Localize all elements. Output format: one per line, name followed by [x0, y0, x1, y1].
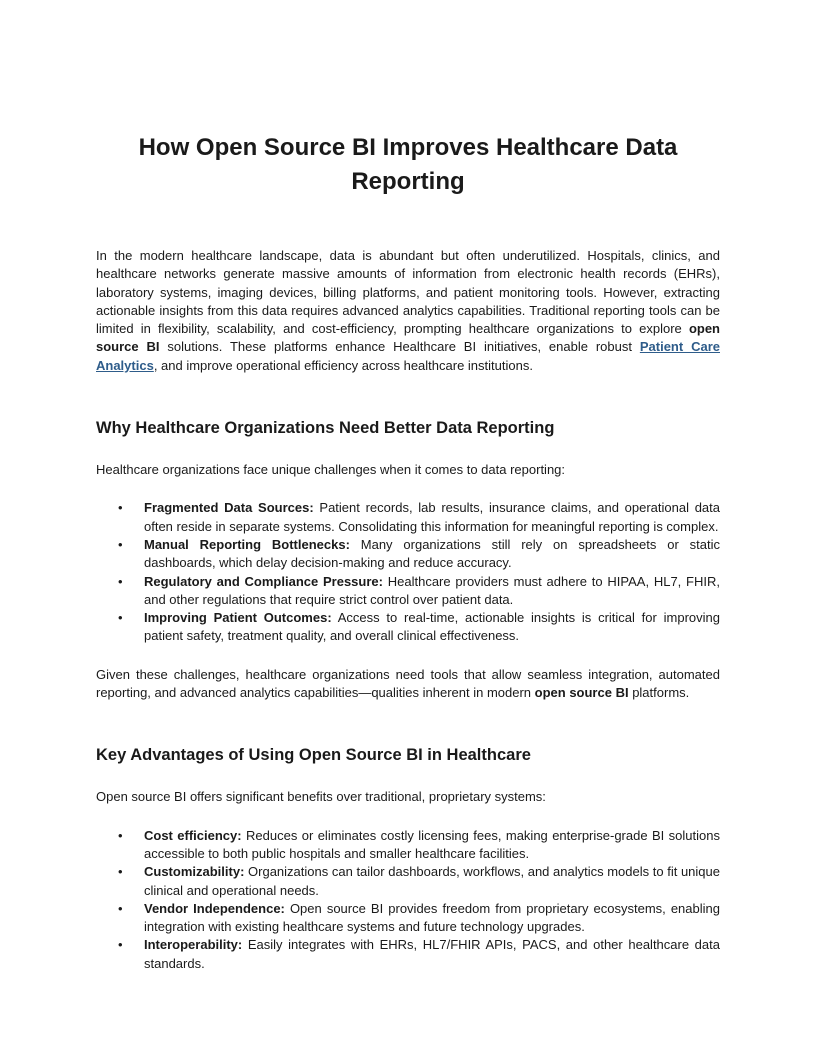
- bullet-icon: •: [118, 827, 123, 843]
- list-item: [118, 609, 720, 646]
- bullet-icon: •: [118, 864, 123, 880]
- challenges-list: [96, 499, 720, 645]
- section-heading-why: Why Healthcare Organizations Need Better Data Reporting: [96, 419, 555, 438]
- bullet-icon: •: [118, 610, 123, 626]
- list-item-text: Organizations can tailor dashboards, workflows, and analytics models to fit unique clinical and operational needs.: [144, 864, 720, 898]
- intro-text-3: , and improve operational efficiency across healthcare institutions.: [153, 357, 533, 373]
- list-item-text: Patient records, lab results, insurance claims, and operational data often reside in separate systems. Consolidating this information for meaningful reporting is complex.: [144, 500, 721, 534]
- patient-care-analytics-link[interactable]: Patient Care Analytics: [96, 339, 720, 373]
- list-item-text: Reduces or eliminates costly licensing fees, making enterprise-grade BI solutions accessible to both public hospitals and smaller healthcare facilities.: [144, 827, 720, 861]
- advantages-list: [96, 827, 720, 973]
- list-item-term: Cost efficiency:: [144, 827, 242, 843]
- bullet-icon: •: [118, 500, 123, 516]
- closing-text-1: Given these challenges, healthcare organizations need tools that allow seamless integration, automated reporting, and advanced analytics capabilities—qualities inherent in modern: [96, 666, 720, 701]
- list-item-term: Customizability:: [144, 864, 245, 880]
- list-item: [118, 499, 721, 536]
- list-item: [118, 863, 720, 900]
- section-closing-paragraph: [96, 666, 720, 703]
- intro-text-2: solutions. These platforms enhance Healthcare BI initiatives, enable robust: [159, 339, 640, 355]
- list-item-term: Interoperability:: [144, 937, 243, 953]
- section-heading-advantages: Key Advantages of Using Open Source BI in Healthcare: [96, 746, 531, 765]
- list-item-text: Many organizations still rely on spreadsheets or static dashboards, which delay decision-making and reduce accuracy.: [144, 536, 720, 571]
- list-item-term: Improving Patient Outcomes:: [144, 610, 332, 626]
- list-item-text: Easily integrates with EHRs, HL7/FHIR APIs, PACS, and other healthcare data standards.: [144, 937, 720, 971]
- list-item-text: Healthcare providers must adhere to HIPAA, HL7, FHIR, and other regulations that require strict control over patient data.: [144, 573, 721, 607]
- list-item: [118, 900, 720, 937]
- list-item-text: Open source BI provides freedom from proprietary ecosystems, enabling integration with existing healthcare systems and future technology upgrades.: [144, 900, 720, 935]
- intro-bold-term: open source BI: [96, 321, 720, 355]
- list-item: [118, 936, 720, 973]
- list-item: [118, 536, 720, 573]
- closing-text-2: platforms.: [628, 685, 690, 701]
- bullet-icon: •: [118, 900, 123, 916]
- bullet-icon: •: [118, 573, 123, 589]
- section-lead-advantages: Open source BI offers significant benefits over traditional, proprietary systems:: [96, 789, 546, 805]
- list-item-term: Regulatory and Compliance Pressure:: [144, 573, 383, 589]
- list-item: [118, 573, 721, 610]
- intro-paragraph: [96, 247, 720, 375]
- intro-text-1: In the modern healthcare landscape, data is abundant but often underutilized. Hospitals, clinics, and healthcare networks generate massive amounts of information from electronic health records (EHRs), laboratory systems, imaging devices, billing platforms, and patient monitoring tools. However, extracting actionable insights from this data requires advanced analytics capabilities. Traditional reporting tools can be limited in flexibility, scalability, and cost-efficiency, prompting healthcare organizations to explore: [96, 248, 720, 337]
- page-title: How Open Source BI Improves Healthcare Data Reporting: [138, 134, 678, 195]
- bullet-icon: •: [118, 937, 123, 953]
- list-item: [118, 827, 720, 864]
- bullet-icon: •: [118, 536, 123, 552]
- list-item-term: Manual Reporting Bottlenecks:: [144, 536, 350, 552]
- closing-bold-term: open source BI: [534, 685, 629, 701]
- list-item-term: Vendor Independence:: [144, 900, 285, 916]
- list-item-term: Fragmented Data Sources:: [144, 500, 314, 516]
- section-lead-why: Healthcare organizations face unique challenges when it comes to data reporting:: [96, 462, 566, 478]
- list-item-text: Access to real-time, actionable insights is critical for improving patient safety, treatment quality, and overall clinical effectiveness.: [144, 610, 720, 644]
